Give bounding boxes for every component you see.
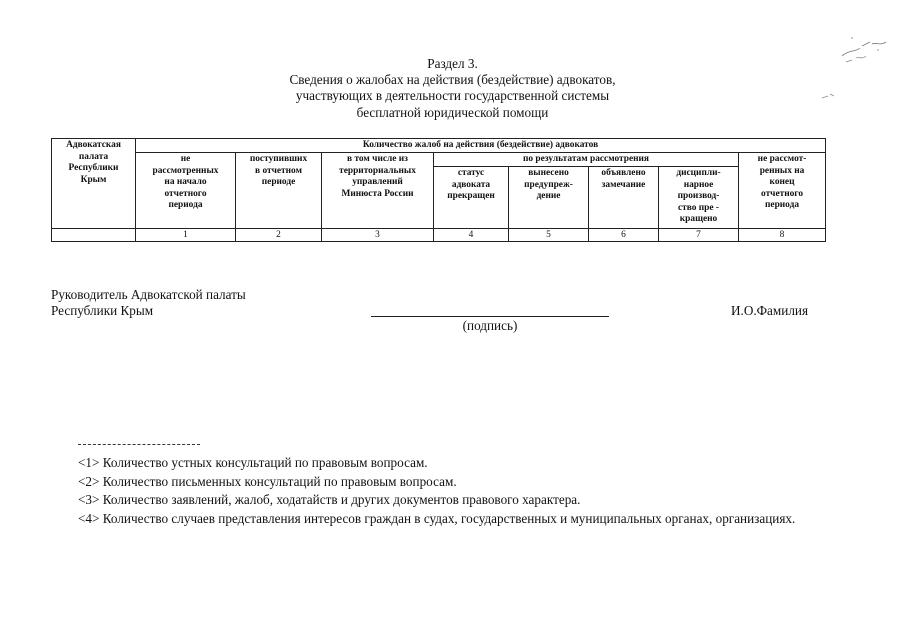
header-col-3: в том числе из территориальных управлений Минюста России [322, 153, 434, 229]
footnote-divider [78, 444, 200, 445]
column-number: 1 [136, 229, 236, 242]
footnote-2: <2> Количество письменных консультаций по правовым вопросам. [78, 473, 457, 489]
table-cell [52, 229, 136, 242]
column-number: 3 [322, 229, 434, 242]
footnote-1: <1> Количество устных консультаций по правовым вопросам. [78, 455, 428, 470]
section-label: Раздел 3. [427, 56, 478, 71]
header-col-8: не рассмот- ренных на конец отчетного периода [739, 153, 826, 229]
column-number: 2 [236, 229, 322, 242]
signatory-role [51, 287, 246, 320]
role-line-2: Республики Крым [51, 303, 154, 319]
signature-caption: (подпись) [462, 318, 518, 333]
header-col-2: поступивших в отчетном периоде [236, 153, 322, 229]
column-number: 4 [434, 229, 509, 242]
footnote-3: <3> Количество заявлений, жалоб, ходатайств и других документов правового характера. [78, 492, 581, 508]
header-review-results: по результатам рассмотрения [434, 153, 739, 167]
header-col-6: объявлено замечание [589, 167, 659, 229]
signatory-name: И.О.Фамилия [731, 303, 809, 318]
document-header [0, 56, 905, 121]
signature-block [51, 287, 825, 337]
header-complaints-count: Количество жалоб на действия (бездействие) адвокатов [136, 139, 826, 153]
footnote-4: <4> Количество случаев представления интересов граждан в судах, государственных и муниципальных органах, организациях. [78, 510, 796, 526]
title-line-2: участвующих в деятельности государственной системы [295, 88, 610, 104]
column-number: 7 [659, 229, 739, 242]
handwritten-mark [812, 30, 892, 110]
header-chamber: Адвокатская палата Республики Крым [52, 139, 136, 229]
header-col-7: дисципли- нарное производ- ство пре - кращено [659, 167, 739, 229]
column-number: 8 [739, 229, 826, 242]
footnotes [51, 454, 879, 528]
signature-line [371, 316, 609, 317]
column-number: 5 [509, 229, 589, 242]
title-line-1: Сведения о жалобах на действия (бездействие) адвокатов, [289, 72, 616, 88]
header-col-1: не рассмотренных на начало отчетного периода [136, 153, 236, 229]
column-numbers-row [52, 229, 826, 242]
column-number: 6 [589, 229, 659, 242]
title-line-3: бесплатной юридической помощи [356, 104, 549, 120]
header-col-4: статус адвоката прекращен [434, 167, 509, 229]
header-col-5: вынесено предупреж- дение [509, 167, 589, 229]
role-line-1: Руководитель Адвокатской палаты [51, 287, 246, 302]
complaints-table [51, 138, 826, 242]
